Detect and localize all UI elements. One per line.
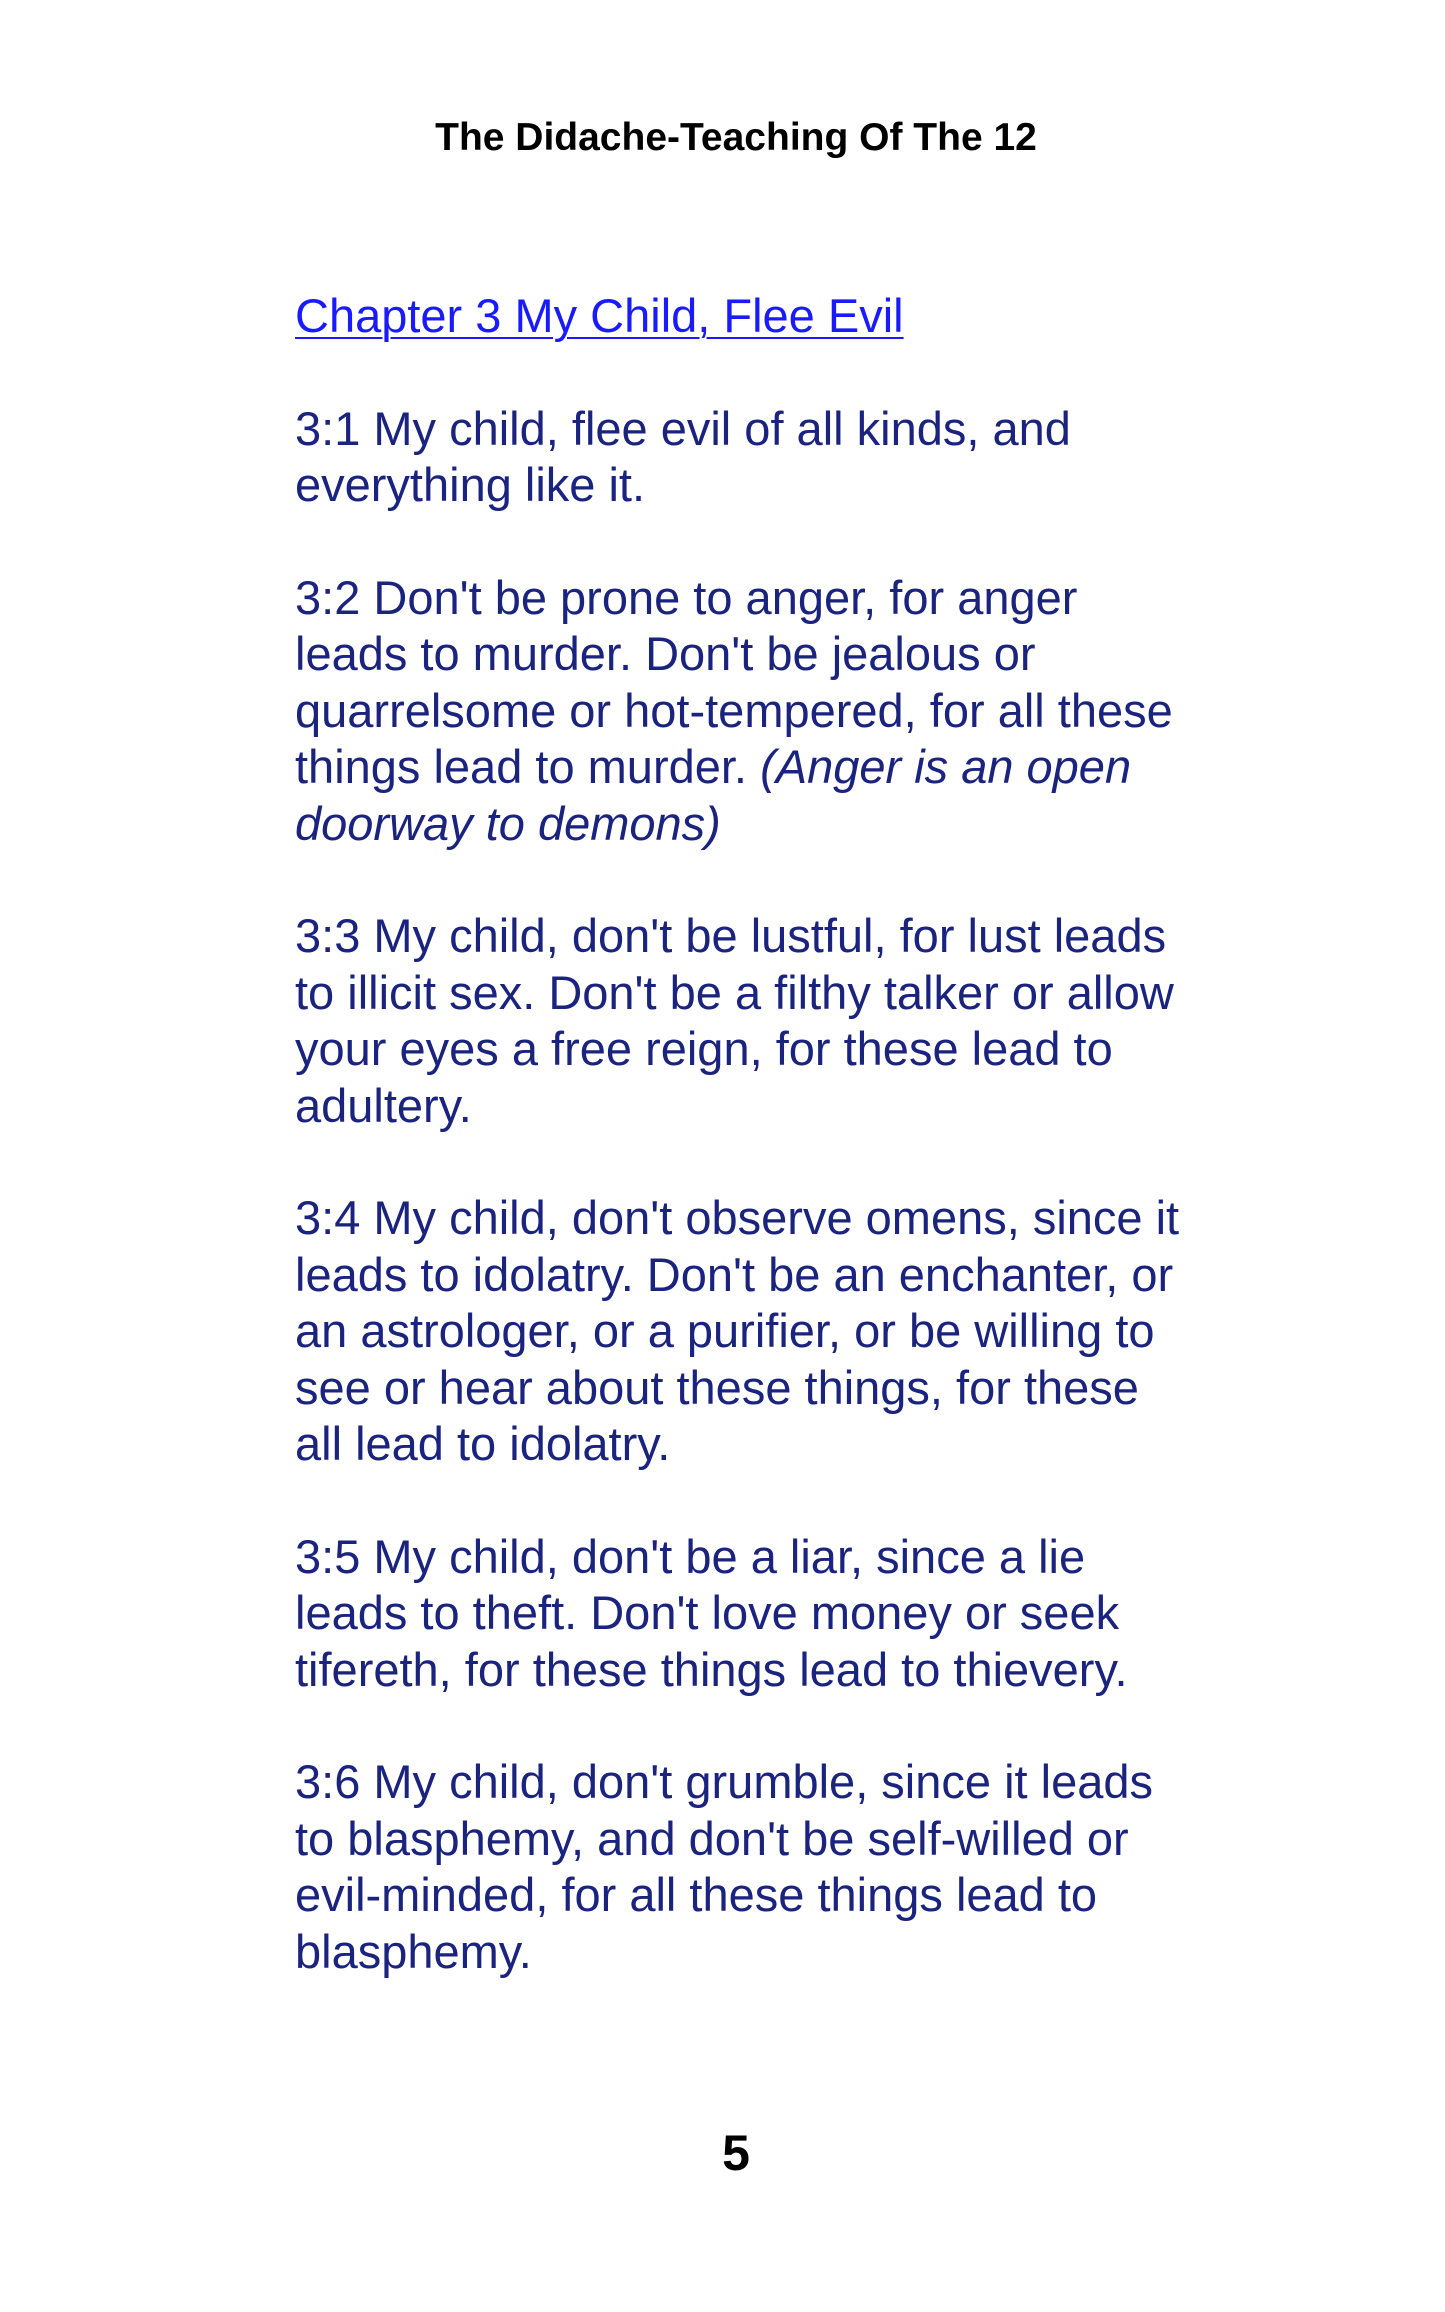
verse-text: 3:3 My child, don't be lustful, for lust leads to illicit sex. Don't be a filthy talker or allow your eyes a free reign, for these lead to adultery. [295, 909, 1174, 1132]
verse-3-5 [295, 1529, 1195, 1699]
page-content [295, 288, 1195, 2036]
verse-text: 3:1 My child, flee evil of all kinds, and everything like it. [295, 401, 1071, 511]
verse-note: (Anger is an open doorway to demons) [295, 740, 1132, 850]
page-number: 5 [722, 2125, 750, 2181]
chapter-link[interactable]: Chapter 3 My Child, Flee Evil [295, 289, 904, 342]
verse-3-3 [295, 908, 1195, 1134]
verse-text: 3:2 Don't be prone to anger, for anger leads to murder. Don't be jealous or quarrelsome or hot-tempered, for all these things lead to murder. [295, 570, 1173, 793]
verse-text: 3:5 My child, don't be a liar, since a lie leads to theft. Don't love money or seek tifereth, for these things lead to thievery. [295, 1529, 1128, 1696]
verse-text: 3:4 My child, don't observe omens, since it leads to idolatry. Don't be an enchanter, or an astrologer, or a purifier, or be willing to see or hear about these things, for these all lead to idolatry. [295, 1191, 1180, 1470]
verse-text: 3:6 My child, don't grumble, since it leads to blasphemy, and don't be self-willed or evil-minded, for all these things lead to blasphemy. [295, 1755, 1154, 1978]
running-header: The Didache-Teaching Of The 12 [435, 116, 1037, 159]
verse-3-2 [295, 570, 1195, 853]
verse-3-6 [295, 1754, 1195, 1980]
verse-3-4 [295, 1190, 1195, 1473]
verse-3-1 [295, 401, 1195, 514]
